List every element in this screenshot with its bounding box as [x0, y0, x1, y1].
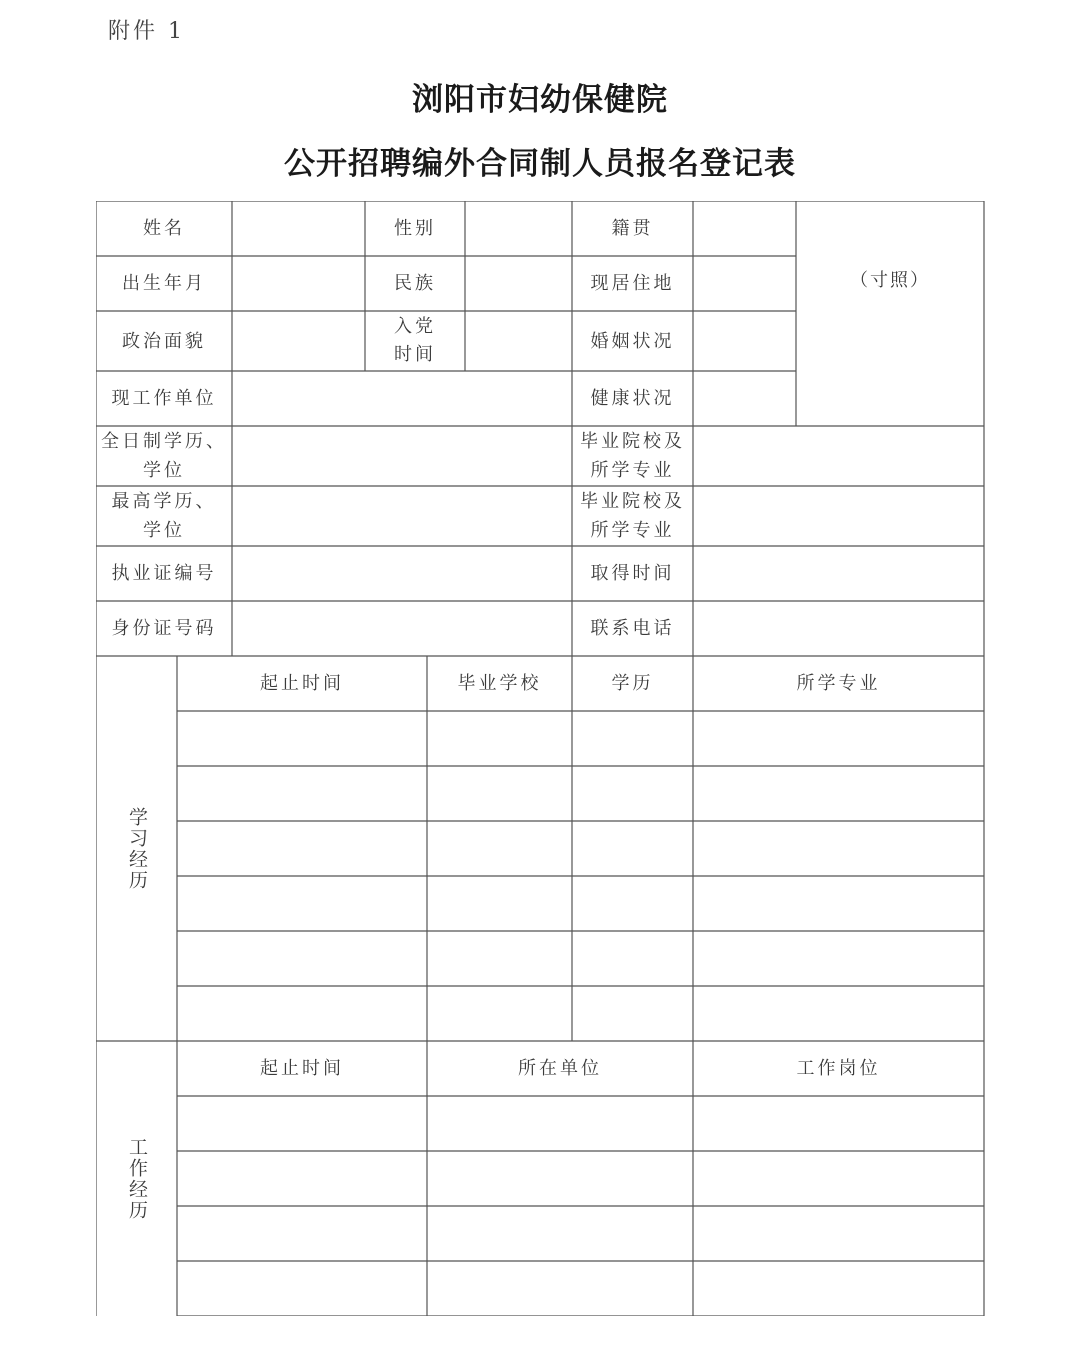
study-header-major: 所学专业 — [796, 673, 881, 694]
registration-form — [96, 201, 985, 1316]
work-header-position: 工作岗位 — [796, 1058, 881, 1079]
graduated-school-1-field[interactable] — [693, 426, 984, 486]
label-fulltime-degree: 全日制学历、 学位 — [101, 431, 227, 481]
phone-field[interactable] — [693, 601, 984, 656]
label-graduated-school-2: 毕业院校及 所学专业 — [580, 491, 685, 541]
label-name: 姓名 — [143, 218, 185, 239]
work-history-rows[interactable] — [177, 1096, 984, 1316]
study-header-period: 起止时间 — [260, 673, 344, 694]
label-native-place: 籍贯 — [611, 218, 654, 239]
party-join-time-field[interactable] — [465, 311, 572, 371]
study-history-rows[interactable] — [177, 711, 984, 1041]
label-current-employer: 现工作单位 — [111, 388, 217, 409]
label-ethnicity: 民族 — [394, 273, 436, 294]
form-title-line2: 公开招聘编外合同制人员报名登记表 — [284, 146, 796, 182]
study-history-label: 学习经历 — [126, 806, 148, 891]
label-graduated-school-1: 毕业院校及 所学专业 — [580, 431, 685, 481]
label-health: 健康状况 — [590, 388, 675, 409]
label-gender: 性别 — [394, 218, 436, 239]
label-residence: 现居住地 — [590, 273, 675, 294]
name-field[interactable] — [232, 201, 365, 256]
label-license-date: 取得时间 — [590, 563, 675, 584]
label-phone: 联系电话 — [590, 618, 675, 639]
label-party-join-time: 入党 时间 — [394, 316, 436, 365]
label-id-number: 身份证号码 — [111, 618, 217, 639]
label-license-number: 执业证编号 — [111, 563, 217, 584]
political-status-field[interactable] — [232, 311, 365, 371]
health-field[interactable] — [693, 371, 796, 426]
work-history-label: 工作经历 — [126, 1136, 148, 1221]
work-header-employer: 所在单位 — [518, 1058, 602, 1079]
highest-degree-field[interactable] — [232, 486, 572, 546]
marital-status-field[interactable] — [693, 311, 796, 371]
label-marital-status: 婚姻状况 — [590, 330, 675, 352]
form-title-line1: 浏阳市妇幼保健院 — [412, 82, 668, 118]
fulltime-degree-field[interactable] — [232, 426, 572, 486]
native-place-field[interactable] — [693, 201, 796, 256]
license-date-field[interactable] — [693, 546, 984, 601]
work-header-period: 起止时间 — [260, 1058, 344, 1079]
birth-field[interactable] — [232, 256, 365, 311]
attachment-label: 附件 1 — [108, 19, 185, 44]
residence-field[interactable] — [693, 256, 796, 311]
photo-box[interactable] — [796, 201, 984, 426]
current-employer-field[interactable] — [232, 371, 572, 426]
study-header-school: 毕业学校 — [457, 673, 542, 694]
graduated-school-2-field[interactable] — [693, 486, 984, 546]
study-header-degree: 学历 — [611, 673, 654, 694]
label-political-status: 政治面貌 — [122, 330, 206, 352]
ethnicity-field[interactable] — [465, 256, 572, 311]
id-number-field[interactable] — [232, 601, 572, 656]
label-birth: 出生年月 — [122, 273, 206, 294]
label-highest-degree: 最高学历、 学位 — [111, 491, 217, 541]
license-number-field[interactable] — [232, 546, 572, 601]
photo-label: （寸照） — [850, 270, 930, 291]
gender-field[interactable] — [465, 201, 572, 256]
